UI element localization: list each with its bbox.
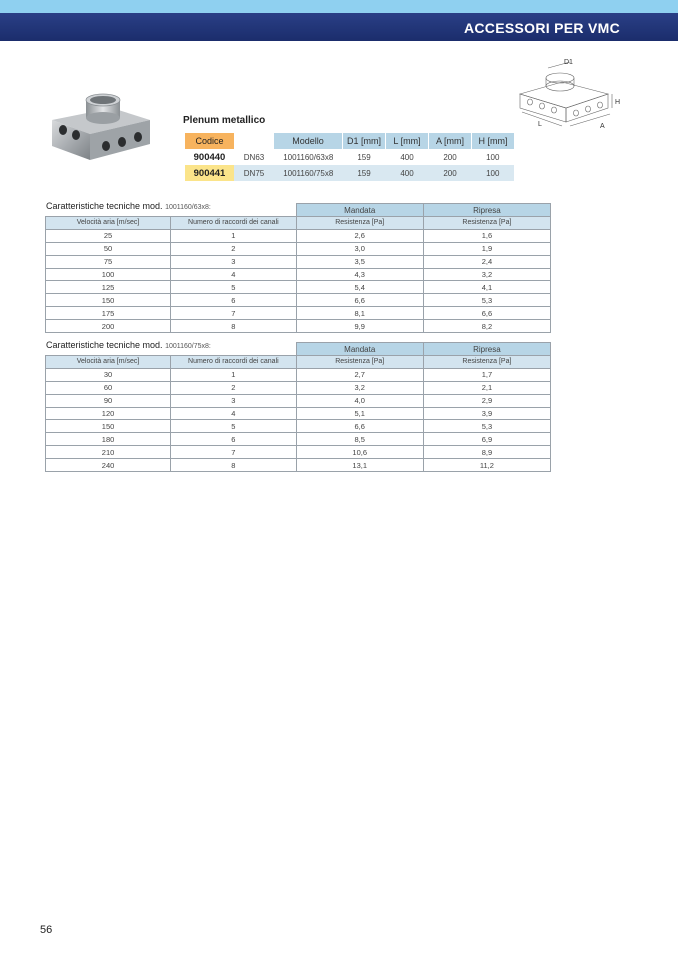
connections-cell: 5 bbox=[171, 420, 297, 433]
table-row bbox=[46, 433, 551, 446]
connections-cell: 8 bbox=[171, 459, 297, 472]
mandata-resistance-cell: 5,4 bbox=[296, 281, 423, 294]
velocity-cell: 50 bbox=[46, 242, 171, 255]
char1-model: 1001160/63x8: bbox=[165, 204, 211, 211]
product-title: Plenum metallico bbox=[183, 115, 266, 126]
mandata-resistance-cell: 4,3 bbox=[296, 268, 423, 281]
velocity-cell: 150 bbox=[46, 420, 171, 433]
product-table bbox=[185, 133, 514, 181]
char2-table bbox=[45, 342, 551, 472]
char2-sub-header bbox=[46, 356, 551, 369]
resistance-mandata-header: Resistenza [Pa] bbox=[296, 217, 423, 230]
header-codice: Codice bbox=[185, 133, 234, 149]
mandata-resistance-cell: 2,6 bbox=[296, 229, 423, 242]
product-dn: DN63 bbox=[234, 149, 274, 165]
table-row bbox=[46, 407, 551, 420]
ripresa-resistance-cell: 8,9 bbox=[423, 446, 550, 459]
ripresa-resistance-cell: 1,7 bbox=[423, 368, 550, 381]
ripresa-resistance-cell: 3,2 bbox=[423, 268, 550, 281]
table-row bbox=[46, 368, 551, 381]
header-light-band bbox=[0, 0, 678, 13]
ripresa-resistance-cell: 4,1 bbox=[423, 281, 550, 294]
mandata-resistance-cell: 3,5 bbox=[296, 255, 423, 268]
connections-cell: 3 bbox=[171, 255, 297, 268]
mandata-resistance-cell: 6,6 bbox=[296, 420, 423, 433]
ripresa-resistance-cell: 2,1 bbox=[423, 381, 550, 394]
ripresa-resistance-cell: 5,3 bbox=[423, 420, 550, 433]
header-l: L [mm] bbox=[386, 133, 429, 149]
velocity-header: Velocità aria [m/sec] bbox=[46, 217, 171, 230]
connections-cell: 7 bbox=[171, 446, 297, 459]
header-blank bbox=[234, 133, 274, 149]
connections-cell: 2 bbox=[171, 381, 297, 394]
connections-cell: 7 bbox=[171, 307, 297, 320]
connections-cell: 3 bbox=[171, 394, 297, 407]
connections-cell: 6 bbox=[171, 433, 297, 446]
product-d1: 159 bbox=[343, 149, 386, 165]
ripresa-resistance-cell: 1,9 bbox=[423, 242, 550, 255]
velocity-cell: 210 bbox=[46, 446, 171, 459]
ripresa-resistance-cell: 6,6 bbox=[423, 307, 550, 320]
table-row bbox=[46, 320, 551, 333]
l-label: L bbox=[538, 121, 542, 128]
plenum-product-image bbox=[48, 90, 154, 162]
velocity-header: Velocità aria [m/sec] bbox=[46, 356, 171, 369]
table-row bbox=[46, 394, 551, 407]
char1-sub-header bbox=[46, 217, 551, 230]
resistance-mandata-header: Resistenza [Pa] bbox=[296, 356, 423, 369]
product-dn: DN75 bbox=[234, 165, 274, 181]
table-row bbox=[46, 229, 551, 242]
velocity-cell: 30 bbox=[46, 368, 171, 381]
connections-cell: 4 bbox=[171, 407, 297, 420]
product-table-header bbox=[185, 133, 514, 149]
header-d1: D1 [mm] bbox=[343, 133, 386, 149]
ripresa-header: Ripresa bbox=[423, 204, 550, 217]
product-model: 1001160/63x8 bbox=[274, 149, 343, 165]
char2-model: 1001160/75x8: bbox=[165, 343, 211, 350]
mandata-resistance-cell: 13,1 bbox=[296, 459, 423, 472]
header-modello: Modello bbox=[274, 133, 343, 149]
section-title: ACCESSORI PER VMC bbox=[463, 20, 620, 36]
mandata-resistance-cell: 3,2 bbox=[296, 381, 423, 394]
table-row bbox=[185, 165, 514, 181]
table-row bbox=[46, 446, 551, 459]
mandata-resistance-cell: 4,0 bbox=[296, 394, 423, 407]
ripresa-resistance-cell: 5,3 bbox=[423, 294, 550, 307]
resistance-ripresa-header: Resistenza [Pa] bbox=[423, 356, 550, 369]
connections-cell: 1 bbox=[171, 229, 297, 242]
velocity-cell: 100 bbox=[46, 268, 171, 281]
velocity-cell: 125 bbox=[46, 281, 171, 294]
mandata-resistance-cell: 3,0 bbox=[296, 242, 423, 255]
connections-header: Numero di raccordi dei canali bbox=[171, 217, 297, 230]
velocity-cell: 175 bbox=[46, 307, 171, 320]
table-row bbox=[46, 459, 551, 472]
char2-group-header bbox=[46, 343, 551, 356]
ripresa-resistance-cell: 8,2 bbox=[423, 320, 550, 333]
ripresa-resistance-cell: 11,2 bbox=[423, 459, 550, 472]
char1-title-text: Caratteristiche tecniche mod. bbox=[46, 201, 163, 211]
mandata-resistance-cell: 8,1 bbox=[296, 307, 423, 320]
char2-title-text: Caratteristiche tecniche mod. bbox=[46, 340, 163, 350]
connections-cell: 5 bbox=[171, 281, 297, 294]
table-row bbox=[46, 420, 551, 433]
d1-label: D1 bbox=[564, 59, 573, 66]
connections-cell: 4 bbox=[171, 268, 297, 281]
table-row bbox=[46, 294, 551, 307]
velocity-cell: 75 bbox=[46, 255, 171, 268]
velocity-cell: 25 bbox=[46, 229, 171, 242]
ripresa-resistance-cell: 1,6 bbox=[423, 229, 550, 242]
velocity-cell: 200 bbox=[46, 320, 171, 333]
a-label: A bbox=[600, 123, 605, 130]
header-a: A [mm] bbox=[429, 133, 472, 149]
velocity-cell: 60 bbox=[46, 381, 171, 394]
mandata-resistance-cell: 9,9 bbox=[296, 320, 423, 333]
product-model: 1001160/75x8 bbox=[274, 165, 343, 181]
mandata-resistance-cell: 10,6 bbox=[296, 446, 423, 459]
ripresa-header: Ripresa bbox=[423, 343, 550, 356]
table-row bbox=[46, 242, 551, 255]
header-h: H [mm] bbox=[472, 133, 515, 149]
mandata-resistance-cell: 5,1 bbox=[296, 407, 423, 420]
table-row bbox=[46, 268, 551, 281]
velocity-cell: 240 bbox=[46, 459, 171, 472]
table-row bbox=[185, 149, 514, 165]
connections-cell: 1 bbox=[171, 368, 297, 381]
ripresa-resistance-cell: 3,9 bbox=[423, 407, 550, 420]
velocity-cell: 120 bbox=[46, 407, 171, 420]
product-a: 200 bbox=[429, 149, 472, 165]
velocity-cell: 180 bbox=[46, 433, 171, 446]
mandata-header: Mandata bbox=[296, 343, 423, 356]
mandata-resistance-cell: 6,6 bbox=[296, 294, 423, 307]
table-row bbox=[46, 281, 551, 294]
product-a: 200 bbox=[429, 165, 472, 181]
mandata-header: Mandata bbox=[296, 204, 423, 217]
product-h: 100 bbox=[472, 165, 515, 181]
product-l: 400 bbox=[386, 165, 429, 181]
connections-header: Numero di raccordi dei canali bbox=[171, 356, 297, 369]
product-h: 100 bbox=[472, 149, 515, 165]
mandata-resistance-cell: 8,5 bbox=[296, 433, 423, 446]
product-code: 900440 bbox=[185, 149, 234, 165]
table-row bbox=[46, 381, 551, 394]
table-row bbox=[46, 255, 551, 268]
product-d1: 159 bbox=[343, 165, 386, 181]
connections-cell: 8 bbox=[171, 320, 297, 333]
ripresa-resistance-cell: 2,9 bbox=[423, 394, 550, 407]
product-code: 900441 bbox=[185, 165, 234, 181]
ripresa-resistance-cell: 6,9 bbox=[423, 433, 550, 446]
resistance-ripresa-header: Resistenza [Pa] bbox=[423, 217, 550, 230]
connections-cell: 2 bbox=[171, 242, 297, 255]
mandata-resistance-cell: 2,7 bbox=[296, 368, 423, 381]
product-l: 400 bbox=[386, 149, 429, 165]
page-number: 56 bbox=[40, 924, 53, 936]
table-row bbox=[46, 307, 551, 320]
char1-group-header bbox=[46, 204, 551, 217]
velocity-cell: 150 bbox=[46, 294, 171, 307]
plenum-dimension-diagram bbox=[512, 56, 622, 136]
char1-table bbox=[45, 203, 551, 333]
ripresa-resistance-cell: 2,4 bbox=[423, 255, 550, 268]
connections-cell: 6 bbox=[171, 294, 297, 307]
h-label: H bbox=[615, 99, 621, 106]
velocity-cell: 90 bbox=[46, 394, 171, 407]
